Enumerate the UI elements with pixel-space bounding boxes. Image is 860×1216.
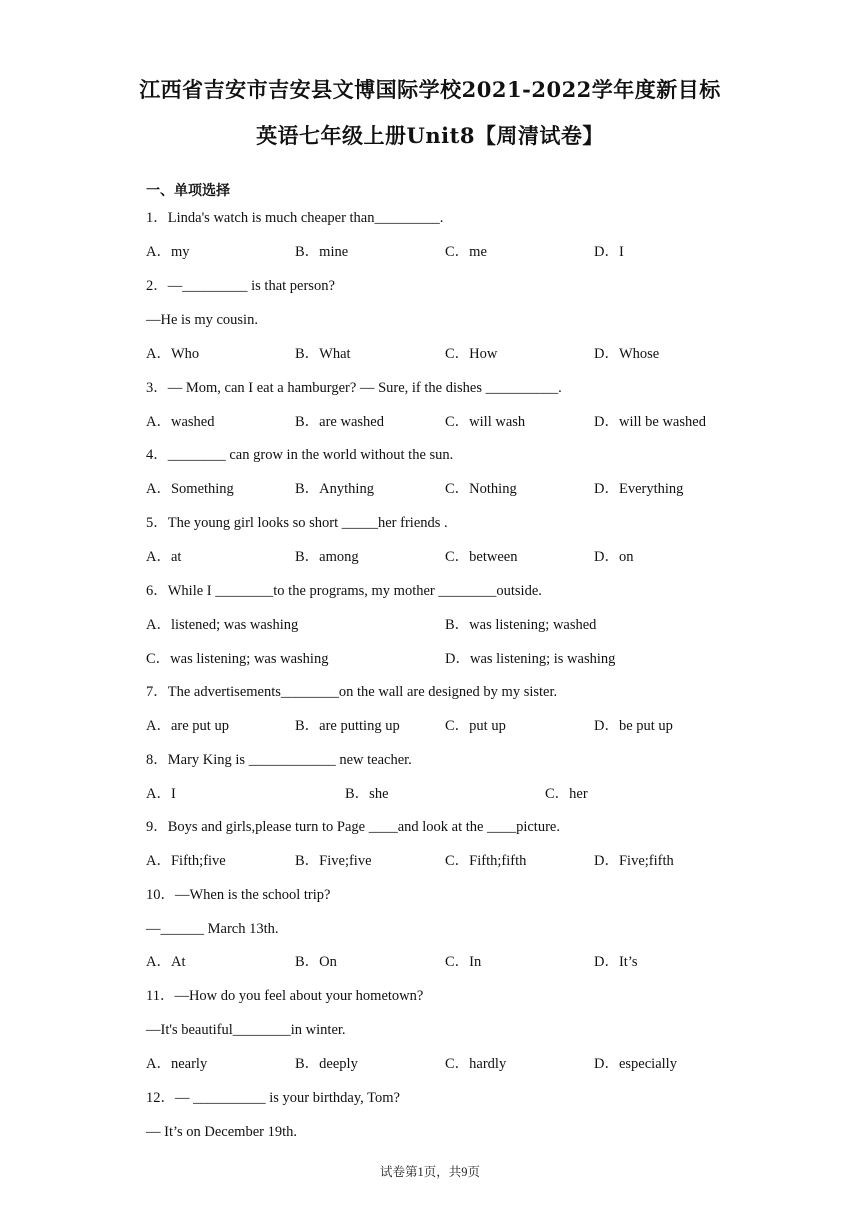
q4-option-d: D．Everything <box>594 481 684 497</box>
question-12-line-2: — It’s on December 19th. <box>146 1124 298 1140</box>
question-12-stem: 12．— __________ is your birthday, Tom? <box>146 1090 400 1106</box>
document-title-line-1: 江西省吉安市吉安县文博国际学校2021-2022学年度新目标 <box>139 77 721 102</box>
q8-option-a: A．I <box>146 786 176 802</box>
question-2-line-2: —He is my cousin. <box>146 312 258 328</box>
q1-option-b: B．mine <box>295 244 349 260</box>
question-1-stem: 1．Linda's watch is much cheaper than_________. <box>146 210 444 226</box>
question-8-stem: 8．Mary King is ____________ new teacher. <box>146 752 412 768</box>
question-10-stem: 10．—When is the school trip? <box>146 887 331 903</box>
q10-option-d: D．It’s <box>594 954 638 970</box>
q6-option-c: C．was listening; was washing <box>146 651 329 667</box>
q6-option-b: B．was listening; washed <box>445 617 597 633</box>
q6-option-a: A．listened; was washing <box>146 617 299 633</box>
section-heading: 一、单项选择 <box>146 183 230 199</box>
q3-option-c: C．will wash <box>445 414 526 430</box>
q4-option-c: C．Nothing <box>445 481 517 497</box>
q1-option-d: D．I <box>594 244 624 260</box>
q2-option-b: B．What <box>295 346 351 362</box>
q6-option-d: D．was listening; is washing <box>445 651 616 667</box>
q4-option-b: B．Anything <box>295 481 374 497</box>
q9-option-b: B．Five;five <box>295 853 372 869</box>
q5-option-a: A．at <box>146 549 182 565</box>
q11-option-b: B．deeply <box>295 1056 358 1072</box>
question-6-stem: 6．While I ________to the programs, my mother ________outside. <box>146 583 542 599</box>
q11-option-c: C．hardly <box>445 1056 507 1072</box>
q7-option-d: D．be put up <box>594 718 673 734</box>
q3-option-b: B．are washed <box>295 414 384 430</box>
q9-option-a: A．Fifth;five <box>146 853 226 869</box>
q8-option-b: B．she <box>345 786 389 802</box>
page-footer: 试卷第1页，共9页 <box>379 1165 480 1179</box>
q11-option-a: A．nearly <box>146 1056 208 1072</box>
q8-option-c: C．her <box>545 786 588 802</box>
q1-option-c: C．me <box>445 244 487 260</box>
document-title-line-2: 英语七年级上册Unit8【周清试卷】 <box>256 123 604 148</box>
question-11-line-2: —It's beautiful________in winter. <box>146 1022 346 1038</box>
q1-option-a: A．my <box>146 244 190 260</box>
q5-option-b: B．among <box>295 549 359 565</box>
q9-option-d: D．Five;fifth <box>594 853 674 869</box>
question-9-stem: 9．Boys and girls,please turn to Page ____and look at the ____picture. <box>146 819 560 835</box>
q4-option-a: A．Something <box>146 481 234 497</box>
question-7-stem: 7．The advertisements________on the wall are designed by my sister. <box>146 684 558 700</box>
q10-option-b: B．On <box>295 954 337 970</box>
q10-option-a: A．At <box>146 954 186 970</box>
q7-option-a: A．are put up <box>146 718 229 734</box>
q3-option-a: A．washed <box>146 414 215 430</box>
question-5-stem: 5．The young girl looks so short _____her friends . <box>146 515 448 531</box>
question-10-line-2: —______ March 13th. <box>146 921 279 937</box>
q7-option-b: B．are putting up <box>295 718 400 734</box>
q5-option-d: D．on <box>594 549 634 565</box>
q10-option-c: C．In <box>445 954 482 970</box>
q5-option-c: C．between <box>445 549 518 565</box>
question-4-stem: 4．________ can grow in the world without the sun. <box>146 447 454 463</box>
q9-option-c: C．Fifth;fifth <box>445 853 527 869</box>
q7-option-c: C．put up <box>445 718 506 734</box>
q2-option-a: A．Who <box>146 346 200 362</box>
q2-option-c: C．How <box>445 346 498 362</box>
q3-option-d: D．will be washed <box>594 414 706 430</box>
question-2-stem: 2．—_________ is that person? <box>146 278 335 294</box>
question-3-stem: 3．— Mom, can I eat a hamburger? — Sure, if the dishes __________. <box>146 380 562 396</box>
question-11-stem: 11．—How do you feel about your hometown? <box>146 988 424 1004</box>
q11-option-d: D．especially <box>594 1056 677 1072</box>
q2-option-d: D．Whose <box>594 346 660 362</box>
